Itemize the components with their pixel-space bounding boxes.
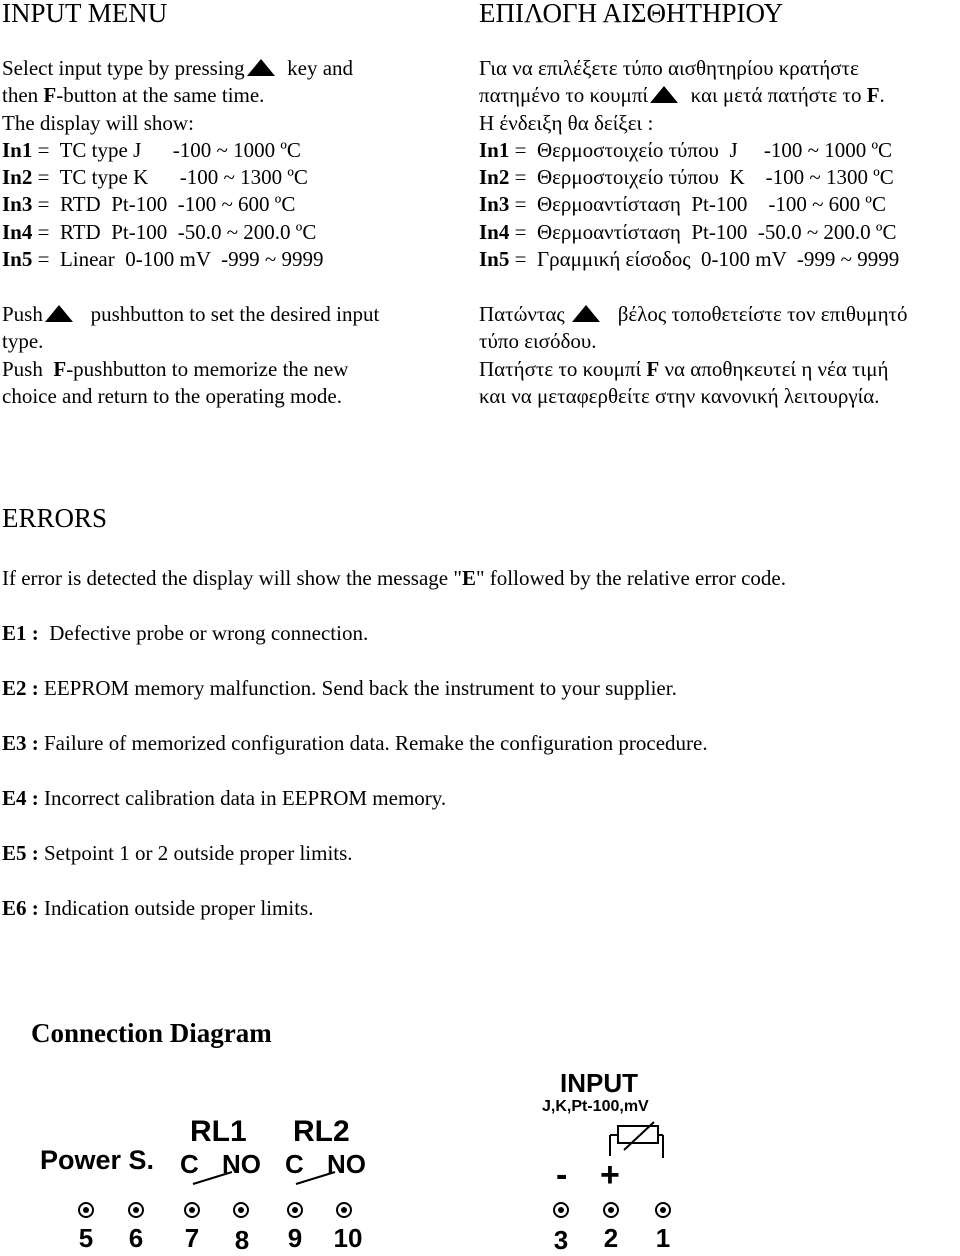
pin-number: 6 [128,1223,144,1253]
input-code: In1 [479,137,510,162]
line: Η ένδειξη θα δείξει : [479,110,654,135]
input-type-row [479,137,959,164]
input-type-row [2,164,442,191]
text: -button at the same time. [56,83,265,108]
power-supply-label: Power S. [40,1145,155,1175]
error-code: E4 : [2,786,39,810]
errors-intro [2,566,786,591]
pin-number: 3 [553,1225,569,1255]
input-type-row [2,137,442,164]
pin-number: 5 [78,1223,94,1253]
input-code: In2 [479,165,510,190]
text: Πατώντας [479,302,565,326]
line [2,55,442,82]
input-desc: = Θερμοαντίσταση Pt-100 -100 ~ 600 ºC [509,192,886,217]
line: και να μεταφερθείτε στην κανονική λειτουργία. [479,383,880,408]
sensor-select-push-instructions [479,301,959,410]
connection-diagram [0,1060,960,1253]
terminal-7 [184,1202,200,1218]
text: και μετά πατήστε το [690,83,867,108]
rl2-label: RL2 [293,1115,350,1148]
text: Push [2,302,43,326]
error-text: Failure of memorized configuration data. Remake the configuration procedure. [38,731,708,755]
line [2,301,442,328]
rtd-body [618,1126,658,1143]
line: Για να επιλέξετε τύπο αισθητηρίου κρατήστε [479,56,859,80]
input-menu-push-instructions [2,301,442,410]
text: Push [2,356,54,381]
error-item [2,676,677,701]
error-item [2,896,313,921]
text: If error is detected the display will show the message " [2,566,462,590]
line [2,82,442,109]
up-arrow-icon [572,305,600,322]
input-type-row [479,246,959,273]
rl2-c-label: C [285,1149,304,1179]
input-code: In4 [2,219,33,244]
minus-label: - [556,1156,568,1194]
pin-number: 2 [603,1223,619,1253]
error-code: E6 : [2,896,39,920]
line [479,82,959,109]
text: then [2,83,44,108]
terminal-10 [336,1202,352,1218]
up-arrow-icon [45,305,73,322]
up-arrow-icon [247,59,275,76]
error-text: EEPROM memory malfunction. Send back the instrument to your supplier. [38,676,677,700]
pin-number: 1 [655,1223,671,1253]
pin-number: 7 [184,1223,200,1253]
input-desc: = RTD Pt-100 -100 ~ 600 ºC [32,192,296,217]
error-text: Setpoint 1 or 2 outside proper limits. [38,841,353,865]
line [2,356,442,383]
line [479,356,959,383]
input-code: In4 [479,219,510,244]
terminal-2 [603,1202,619,1218]
input-type-row [2,219,442,246]
text: " followed by the relative error code. [475,566,786,590]
terminal-3 [553,1202,569,1218]
error-item [2,731,708,756]
input-desc: = Θερμοαντίσταση Pt-100 -50.0 ~ 200.0 ºC [509,219,897,244]
f-key-label: F [646,356,660,381]
line: The display will show: [2,110,194,135]
pin-number: 8 [234,1225,250,1255]
input-desc: = Θερμοστοιχείο τύπου K -100 ~ 1300 ºC [509,165,894,190]
input-code: In1 [2,137,33,162]
rl1-c-label: C [180,1149,199,1179]
f-key-label: F [43,83,57,108]
input-code: In5 [2,247,33,272]
input-type-row [479,164,959,191]
connection-diagram-heading: Connection Diagram [31,1018,272,1048]
text: Select input type by pressing [2,56,245,80]
input-subtitle: J,K,Pt-100,mV [542,1098,649,1115]
input-desc: = TC type J -100 ~ 1000 ºC [32,137,301,162]
line: choice and return to the operating mode. [2,383,342,408]
terminal-5 [78,1202,94,1218]
input-desc: = Linear 0-100 mV -999 ~ 9999 [32,247,324,272]
input-title: INPUT [560,1068,638,1098]
text: pushbutton to set the desired input [90,302,380,326]
text: -pushbutton to memorize the new [66,356,349,381]
terminal-8 [233,1202,249,1218]
input-desc: = RTD Pt-100 -50.0 ~ 200.0 ºC [32,219,317,244]
errors-heading: ERRORS [2,503,108,533]
line: type. [2,329,44,354]
f-key-label: F [53,356,67,381]
input-desc: = Γραμμική είσοδος 0-100 mV -999 ~ 9999 [509,247,900,272]
sensor-select-instructions [479,55,959,273]
input-menu-instructions [2,55,442,273]
input-code: In3 [479,192,510,217]
error-text: Incorrect calibration data in EEPROM memory. [38,786,447,810]
text: key and [287,56,354,80]
text: βέλος τοποθετείστε τον επιθυμητό [617,302,908,326]
input-type-row [479,191,959,218]
terminal-6 [128,1202,144,1218]
error-code: E1 : [2,621,39,645]
error-code: E2 : [2,676,39,700]
error-text: Indication outside proper limits. [38,896,314,920]
plus-label: + [600,1156,620,1194]
f-key-label: F [866,83,880,108]
rl1-label: RL1 [190,1115,247,1148]
error-item [2,621,368,646]
rl1-no-label: NO [222,1149,261,1179]
rl2-no-label: NO [327,1149,366,1179]
input-code: In2 [2,165,33,190]
sensor-select-heading: ΕΠΙΛΟΓΗ ΑΙΣΘΗΤΗΡΙΟΥ [479,0,784,28]
error-text: Defective probe or wrong connection. [38,621,369,645]
input-desc: = Θερμοστοιχείο τύπου J -100 ~ 1000 ºC [509,137,893,162]
line: τύπο εισόδου. [479,329,597,354]
text: Πατήστε το κουμπί [479,356,647,381]
error-prefix: E [461,566,476,590]
pin-number: 9 [287,1223,303,1253]
text: . [879,83,885,108]
input-desc: = TC type K -100 ~ 1300 ºC [32,165,308,190]
input-type-row [2,191,442,218]
up-arrow-icon [650,86,678,103]
error-code: E3 : [2,731,39,755]
text: να αποθηκευτεί η νέα τιμή [659,356,889,381]
line [479,301,959,328]
input-code: In5 [479,247,510,272]
terminal-9 [287,1202,303,1218]
terminal-1 [655,1202,671,1218]
input-type-row [2,246,442,273]
error-item [2,786,446,811]
error-code: E5 : [2,841,39,865]
input-menu-heading: INPUT MENU [2,0,168,28]
error-item [2,841,353,866]
text: πατημένο το κουμπί [479,83,649,108]
input-code: In3 [2,192,33,217]
input-type-row [479,219,959,246]
pin-number: 10 [333,1223,363,1253]
